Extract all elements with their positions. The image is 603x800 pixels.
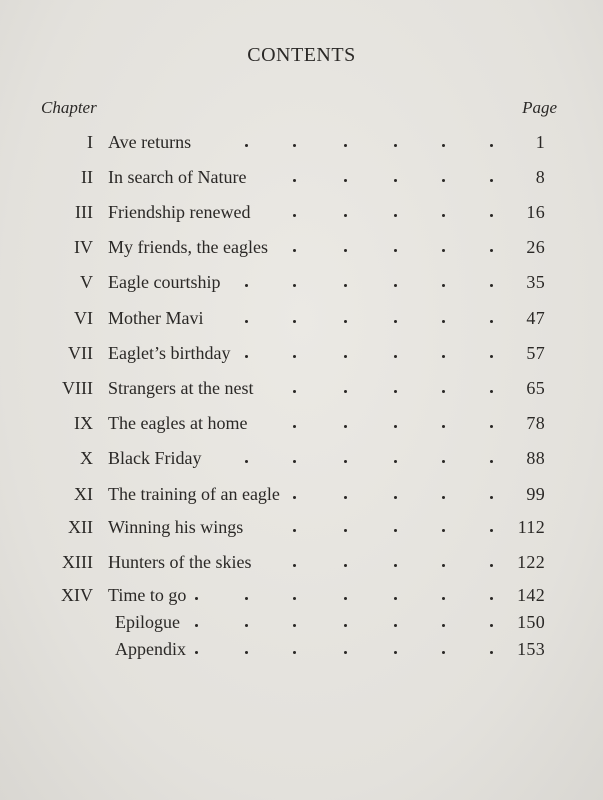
- page-column-header: Page: [522, 98, 557, 117]
- chapter-title: Eaglet’s birthday: [108, 343, 231, 363]
- chapter-number: I: [87, 132, 93, 152]
- leader-dot: [394, 496, 397, 499]
- leader-dot: [490, 651, 493, 654]
- leader-dot: [442, 564, 445, 567]
- toc-entry: [0, 448, 603, 474]
- chapter-number: XII: [68, 517, 93, 537]
- leader-dot: [293, 355, 296, 358]
- toc-entry: [0, 308, 603, 334]
- leader-dot: [245, 320, 248, 323]
- leader-dot: [293, 425, 296, 428]
- chapter-number: VIII: [62, 378, 93, 398]
- toc-entry: [0, 167, 603, 193]
- chapter-title: Mother Mavi: [108, 308, 204, 328]
- leader-dot: [394, 390, 397, 393]
- leader-dot: [442, 651, 445, 654]
- leader-dot: [245, 597, 248, 600]
- chapter-title: The training of an eagle: [108, 484, 280, 504]
- chapter-title: Winning his wings: [108, 517, 244, 537]
- leader-dot: [293, 144, 296, 147]
- leader-dot: [344, 425, 347, 428]
- leader-dot: [344, 144, 347, 147]
- page-number: 35: [526, 272, 545, 292]
- toc-entry: [0, 343, 603, 369]
- leader-dot: [394, 425, 397, 428]
- leader-dot: [490, 179, 493, 182]
- chapter-title: Ave returns: [108, 132, 192, 152]
- leader-dot: [394, 144, 397, 147]
- page-number: 88: [526, 448, 545, 468]
- chapter-number: X: [80, 448, 93, 468]
- page-number: 57: [526, 343, 545, 363]
- toc-entry: [0, 132, 603, 158]
- leader-dot: [293, 320, 296, 323]
- leader-dot: [490, 144, 493, 147]
- leader-dot: [245, 284, 248, 287]
- leader-dot: [442, 284, 445, 287]
- page-number: 8: [535, 167, 545, 187]
- toc-entry: [0, 413, 603, 439]
- page-number: 150: [517, 612, 545, 632]
- chapter-title: Time to go: [108, 585, 187, 605]
- chapter-title: Epilogue: [115, 612, 180, 632]
- leader-dot: [344, 355, 347, 358]
- leader-dot: [344, 179, 347, 182]
- leader-dot: [293, 460, 296, 463]
- leader-dot: [490, 214, 493, 217]
- page-number: 99: [526, 484, 545, 504]
- page-number: 153: [517, 639, 545, 659]
- leader-dot: [344, 529, 347, 532]
- leader-dot: [245, 355, 248, 358]
- leader-dot: [490, 564, 493, 567]
- leader-dot: [490, 249, 493, 252]
- leader-dot: [394, 651, 397, 654]
- leader-dot: [245, 460, 248, 463]
- toc-entry: [0, 585, 603, 611]
- chapter-number: V: [80, 272, 93, 292]
- chapter-number: IV: [74, 237, 93, 257]
- page-number: 112: [517, 517, 545, 537]
- leader-dot: [394, 214, 397, 217]
- leader-dot: [344, 390, 347, 393]
- chapter-column-header: Chapter: [41, 98, 97, 117]
- chapter-number: II: [81, 167, 93, 187]
- leader-dot: [442, 144, 445, 147]
- chapter-title: Friendship renewed: [108, 202, 251, 222]
- leader-dot: [195, 624, 198, 627]
- leader-dot: [442, 496, 445, 499]
- leader-dot: [490, 624, 493, 627]
- leader-dot: [293, 390, 296, 393]
- chapter-number: III: [75, 202, 93, 222]
- leader-dot: [442, 320, 445, 323]
- leader-dot: [394, 624, 397, 627]
- leader-dot: [245, 651, 248, 654]
- leader-dot: [344, 496, 347, 499]
- leader-dot: [490, 496, 493, 499]
- toc-entry: [0, 639, 603, 665]
- leader-dot: [490, 460, 493, 463]
- chapter-title: Eagle courtship: [108, 272, 221, 292]
- leader-dot: [344, 597, 347, 600]
- leader-dot: [442, 529, 445, 532]
- leader-dot: [490, 284, 493, 287]
- leader-dot: [394, 597, 397, 600]
- leader-dot: [442, 179, 445, 182]
- leader-dot: [344, 651, 347, 654]
- leader-dot: [293, 624, 296, 627]
- chapter-title: Black Friday: [108, 448, 202, 468]
- page-title: CONTENTS: [247, 44, 356, 66]
- page-number: 122: [517, 552, 545, 572]
- leader-dot: [442, 597, 445, 600]
- leader-dot: [442, 624, 445, 627]
- leader-dot: [442, 390, 445, 393]
- leader-dot: [490, 390, 493, 393]
- page-number: 142: [517, 585, 545, 605]
- chapter-title: Strangers at the nest: [108, 378, 254, 398]
- chapter-number: XI: [74, 484, 93, 504]
- leader-dot: [394, 320, 397, 323]
- page-number: 47: [526, 308, 545, 328]
- chapter-title: Hunters of the skies: [108, 552, 252, 572]
- leader-dot: [245, 624, 248, 627]
- toc-entry: [0, 272, 603, 298]
- leader-dot: [394, 529, 397, 532]
- toc-entry: [0, 612, 603, 638]
- leader-dot: [344, 284, 347, 287]
- leader-dot: [490, 355, 493, 358]
- leader-dot: [195, 651, 198, 654]
- leader-dot: [293, 529, 296, 532]
- leader-dot: [344, 624, 347, 627]
- leader-dot: [293, 214, 296, 217]
- chapter-title: My friends, the eagles: [108, 237, 268, 257]
- page-number: 65: [526, 378, 545, 398]
- toc-entry: [0, 517, 603, 543]
- leader-dot: [394, 284, 397, 287]
- chapter-number: XIII: [62, 552, 93, 572]
- chapter-number: XIV: [61, 585, 93, 605]
- toc-entry: [0, 237, 603, 263]
- toc-entry: [0, 552, 603, 578]
- chapter-title: Appendix: [115, 639, 186, 659]
- leader-dot: [293, 249, 296, 252]
- leader-dot: [195, 597, 198, 600]
- leader-dot: [293, 597, 296, 600]
- chapter-title: The eagles at home: [108, 413, 248, 433]
- leader-dot: [442, 460, 445, 463]
- chapter-number: IX: [74, 413, 93, 433]
- leader-dot: [394, 460, 397, 463]
- leader-dot: [394, 179, 397, 182]
- leader-dot: [344, 214, 347, 217]
- leader-dot: [245, 144, 248, 147]
- leader-dot: [442, 249, 445, 252]
- leader-dot: [490, 320, 493, 323]
- leader-dot: [344, 564, 347, 567]
- toc-entry: [0, 378, 603, 404]
- leader-dot: [293, 496, 296, 499]
- leader-dot: [394, 249, 397, 252]
- page-number: 78: [526, 413, 545, 433]
- page-number: 26: [526, 237, 545, 257]
- leader-dot: [490, 529, 493, 532]
- leader-dot: [293, 564, 296, 567]
- leader-dot: [293, 179, 296, 182]
- leader-dot: [293, 284, 296, 287]
- leader-dot: [490, 425, 493, 428]
- leader-dot: [442, 425, 445, 428]
- chapter-number: VII: [68, 343, 93, 363]
- leader-dot: [442, 355, 445, 358]
- toc-entry: [0, 484, 603, 510]
- leader-dot: [293, 651, 296, 654]
- leader-dot: [394, 355, 397, 358]
- chapter-number: VI: [74, 308, 93, 328]
- leader-dot: [442, 214, 445, 217]
- page-number: 1: [535, 132, 545, 152]
- leader-dot: [344, 460, 347, 463]
- page-number: 16: [526, 202, 545, 222]
- leader-dot: [344, 320, 347, 323]
- leader-dot: [394, 564, 397, 567]
- chapter-title: In search of Nature: [108, 167, 247, 187]
- leader-dot: [344, 249, 347, 252]
- toc-entry: [0, 202, 603, 228]
- leader-dot: [490, 597, 493, 600]
